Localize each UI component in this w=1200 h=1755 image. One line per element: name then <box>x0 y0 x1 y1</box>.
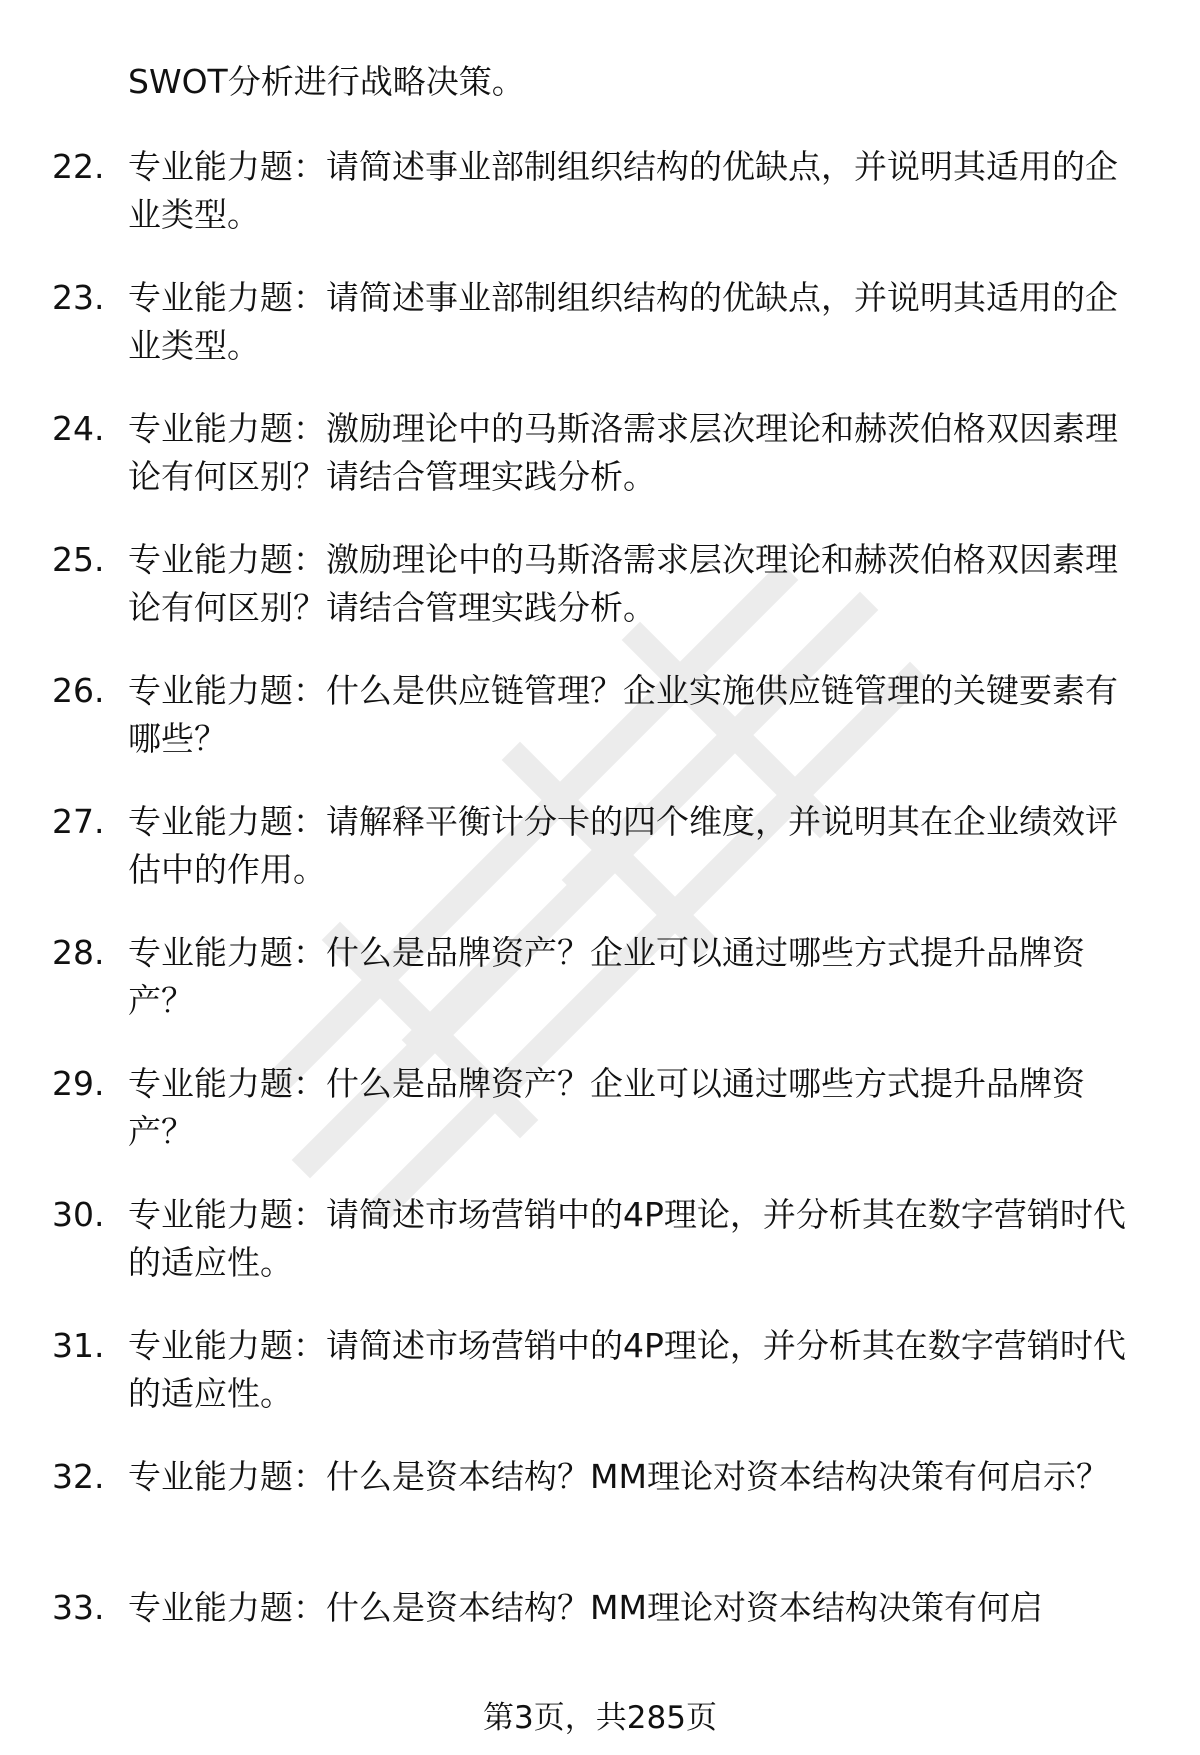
question-number: 33. <box>52 1588 105 1627</box>
question-text: 专业能力题：什么是品牌资产？企业可以通过哪些方式提升品牌资产？ <box>128 933 1085 1020</box>
question-item <box>0 929 1200 1060</box>
question-number: 30. <box>52 1195 105 1234</box>
question-number: 24. <box>52 409 105 448</box>
question-list <box>0 143 1200 1715</box>
question-number: 25. <box>52 540 105 579</box>
question-text: 专业能力题：请简述市场营销中的4P理论，并分析其在数字营销时代的适应性。 <box>128 1195 1126 1282</box>
question-item <box>0 1060 1200 1191</box>
question-item <box>0 536 1200 667</box>
question-item <box>0 667 1200 798</box>
question-text: 专业能力题：什么是资本结构？MM理论对资本结构决策有何启示？ <box>128 1457 1109 1496</box>
question-number: 31. <box>52 1326 105 1365</box>
question-item <box>0 143 1200 274</box>
question-number: 23. <box>52 278 105 317</box>
carryover-line: SWOT分析进行战略决策。 <box>128 62 525 101</box>
question-text: 专业能力题：激励理论中的马斯洛需求层次理论和赫茨伯格双因素理论有何区别？请结合管理实践分析。 <box>128 409 1118 496</box>
question-text: 专业能力题：请解释平衡计分卡的四个维度，并说明其在企业绩效评估中的作用。 <box>128 802 1118 889</box>
question-text: 专业能力题：请简述事业部制组织结构的优缺点，并说明其适用的企业类型。 <box>128 147 1118 234</box>
question-text: 专业能力题：什么是品牌资产？企业可以通过哪些方式提升品牌资产？ <box>128 1064 1085 1151</box>
question-number: 29. <box>52 1064 105 1103</box>
question-number: 27. <box>52 802 105 841</box>
question-number: 22. <box>52 147 105 186</box>
question-text: 专业能力题：什么是资本结构？MM理论对资本结构决策有何启 <box>128 1588 1043 1627</box>
question-item <box>0 274 1200 405</box>
question-text: 专业能力题：激励理论中的马斯洛需求层次理论和赫茨伯格双因素理论有何区别？请结合管理实践分析。 <box>128 540 1118 627</box>
question-number: 32. <box>52 1457 105 1496</box>
question-item <box>0 1584 1200 1715</box>
question-text: 专业能力题：请简述事业部制组织结构的优缺点，并说明其适用的企业类型。 <box>128 278 1118 365</box>
question-item <box>0 798 1200 929</box>
question-text: 专业能力题：请简述市场营销中的4P理论，并分析其在数字营销时代的适应性。 <box>128 1326 1126 1413</box>
question-number: 26. <box>52 671 105 710</box>
question-item <box>0 405 1200 536</box>
question-item <box>0 1322 1200 1453</box>
page-footer: 第3页，共285页 <box>483 1700 717 1736</box>
question-number: 28. <box>52 933 105 972</box>
question-item <box>0 1191 1200 1322</box>
question-item <box>0 1453 1200 1584</box>
question-text: 专业能力题：什么是供应链管理？企业实施供应链管理的关键要素有哪些？ <box>128 671 1118 758</box>
